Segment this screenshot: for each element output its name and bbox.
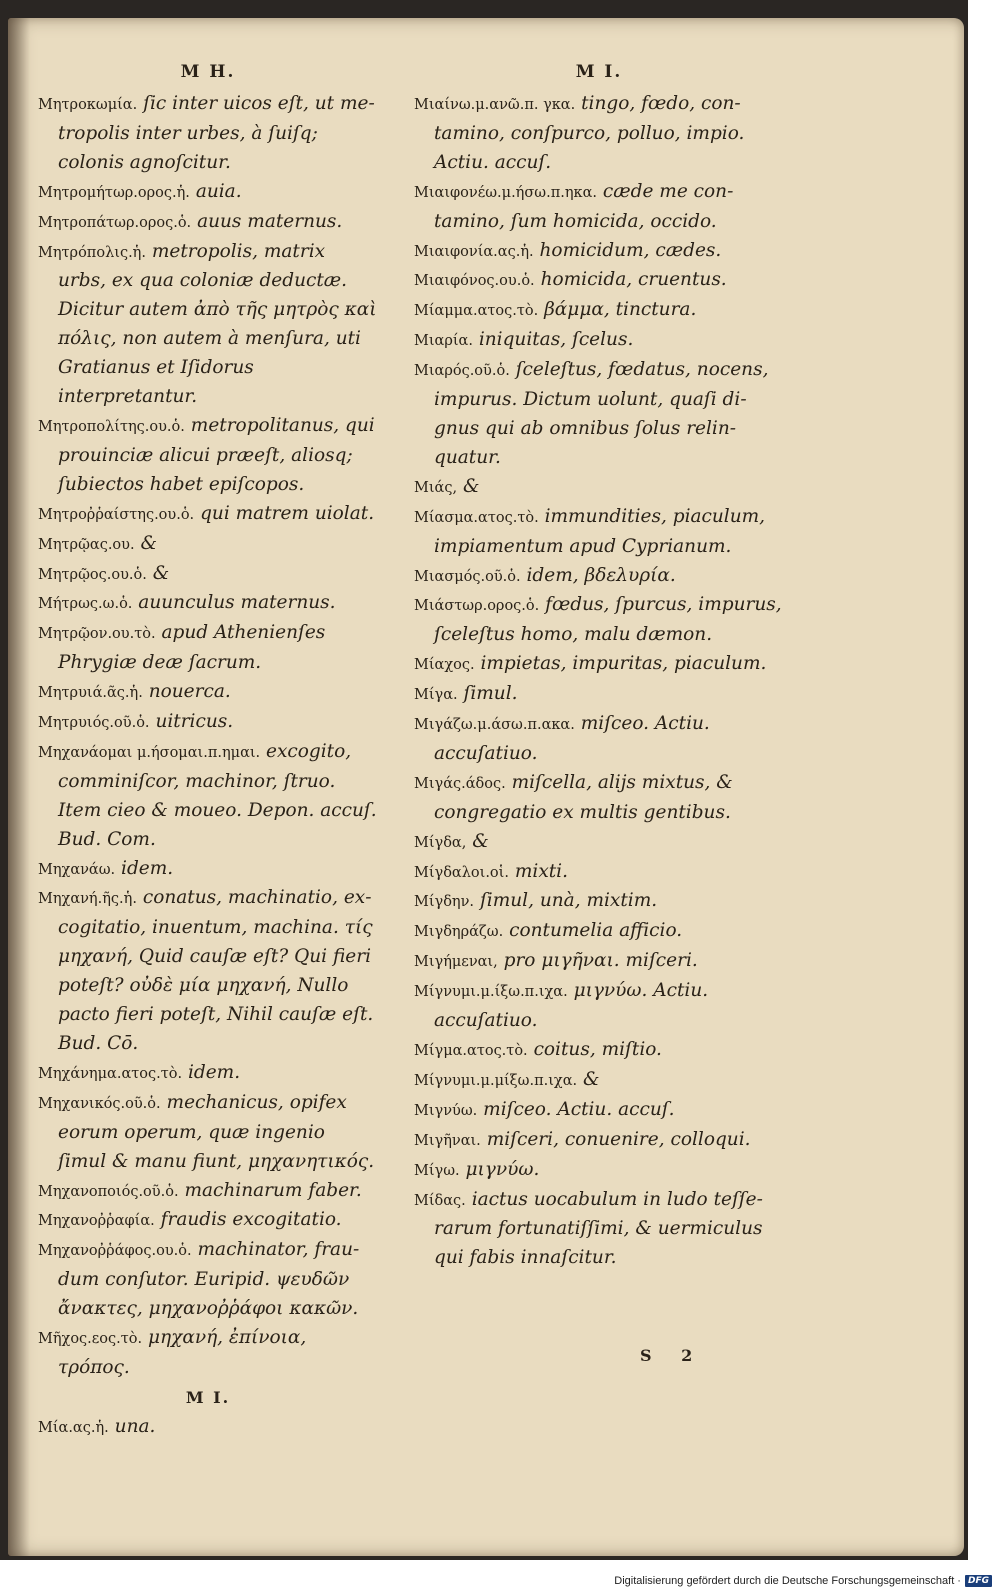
entry-headword: Μιγήμεναι,	[414, 954, 498, 971]
entry-definition: homicida, cruentus.	[540, 269, 727, 291]
entry-headword: Μίγνυμι.μ.ίξω.π.ιχα.	[414, 984, 568, 1001]
entry-headword: Μιγνύω.	[414, 1102, 478, 1119]
entry-headword: Μίγδην.	[414, 894, 475, 911]
dictionary-entry	[414, 977, 784, 1036]
dictionary-entry	[414, 1036, 784, 1066]
dictionary-entry	[38, 238, 378, 412]
entry-definition: metropolis, matrix urbs, ex qua coloniæ deductæ. Dicitur autem ἀπὸ τῆς μητρὸς καὶ πόλις, non autem à menſura, uti Gratianus et Iſidorus interpretantur.	[58, 240, 377, 408]
dictionary-entry	[414, 887, 784, 917]
dictionary-entry	[38, 1236, 378, 1324]
entry-definition: μιγνύω.	[465, 1158, 540, 1180]
entry-headword: Μητροπάτωρ.ορος.ὁ.	[38, 214, 192, 231]
entry-headword: Μία.ας.ἡ.	[38, 1419, 109, 1436]
entry-definition: homicidum, cædes.	[539, 239, 722, 261]
entry-headword: Μίγδα,	[414, 834, 467, 851]
entry-headword: Μιάστωρ.ορος.ὁ.	[414, 598, 540, 615]
entry-definition: pro μιγῆναι. miſceri.	[503, 950, 698, 972]
dictionary-entry	[38, 589, 378, 619]
dictionary-entry	[414, 650, 784, 680]
entry-headword: Μητρυιά.ᾶς.ἡ.	[38, 685, 143, 702]
entry-definition: mechanicus, opifex eorum operum, quæ ingenio ſimul & manu fiunt, μηχανητικός.	[58, 1091, 375, 1172]
entry-headword: Μίαχος.	[414, 657, 475, 674]
entry-headword: Μιαιφονία.ας.ἡ.	[414, 243, 534, 260]
entry-headword: Μητροκωμία.	[38, 97, 138, 113]
entry-definition: &	[140, 532, 157, 554]
entry-definition: contumelia afficio.	[509, 920, 683, 942]
entry-headword: Μιαιφονέω.μ.ήσω.π.ηκα.	[414, 184, 597, 201]
dictionary-entry	[414, 680, 784, 710]
dictionary-entry	[38, 208, 378, 238]
dictionary-entry	[414, 1066, 784, 1096]
dfg-logo: DFG	[965, 1575, 992, 1587]
dictionary-entry	[38, 90, 378, 178]
entry-headword: Μιασμός.οῦ.ὁ.	[414, 568, 521, 585]
entry-headword: Μηχανάομαι μ.ήσομαι.π.ημαι.	[38, 744, 261, 761]
entry-definition: auus maternus.	[197, 210, 343, 232]
entry-headword: Μίαμμα.ατος.τὸ.	[414, 303, 539, 320]
entry-definition: excogito, comminiſcor, machinor, ſtruo. Item cieo & moueo. Depon. accuſ. Bud. Com.	[58, 740, 377, 850]
entry-headword: Μιαίνω.μ.ανῶ.π. γκα.	[414, 97, 576, 113]
dictionary-entry	[38, 560, 378, 590]
entry-headword: Μίγω.	[414, 1162, 460, 1179]
dictionary-entry	[414, 178, 784, 237]
entry-headword: Μητρῷον.ου.τὸ.	[38, 626, 156, 643]
entry-definition: μιγνύω. Actiu. accuſatiuo.	[434, 980, 709, 1032]
entry-definition: nouerca.	[148, 681, 231, 703]
right-column	[414, 62, 784, 1273]
right-running-header: M I.	[575, 62, 623, 82]
entry-definition: &	[152, 562, 170, 584]
entry-headword: Μιγάς.άδος.	[414, 775, 506, 792]
entry-definition: miſceo. Actiu. accuſ.	[483, 1098, 675, 1120]
entry-headword: Μηχανοῤῥάφος.ου.ὁ.	[38, 1243, 192, 1260]
dictionary-entry	[414, 237, 784, 267]
entry-definition: machinator, fraudum conſutor. Euripid. ψευδῶν ἄνακτες, μηχανοῤῥάφοι κακῶν.	[58, 1239, 360, 1320]
dictionary-entry	[414, 858, 784, 888]
dictionary-entry	[38, 678, 378, 708]
entry-definition: ſceleſtus, fœdatus, nocens, impurus. Dictum uolunt, quaſi dignus qui ab omnibus ſolus relinquatur.	[434, 359, 769, 468]
entry-headword: Μιγῆναι.	[414, 1132, 481, 1149]
entry-definition: auunculus maternus.	[138, 592, 336, 614]
entry-definition: idem, βδελυρία.	[526, 564, 676, 586]
left-running-header: M H.	[180, 62, 236, 82]
entry-headword: Μιαρία.	[414, 333, 473, 350]
entry-definition: fœdus, ſpurcus, impurus, ſceleſtus homo, malu dæmon.	[434, 594, 782, 646]
dictionary-entry	[414, 591, 784, 650]
entry-definition: coitus, miſtio.	[533, 1039, 662, 1060]
entry-headword: Μιαρός.οῦ.ὁ.	[414, 363, 510, 380]
section-heading: M I.	[185, 1387, 231, 1407]
dictionary-entry	[38, 738, 378, 855]
dictionary-entry	[414, 710, 784, 769]
dictionary-entry	[414, 828, 784, 858]
dictionary-entry	[38, 708, 378, 738]
spine-shadow	[8, 18, 30, 1556]
entry-definition: idem.	[121, 857, 174, 879]
entry-definition: &	[583, 1068, 600, 1090]
entry-headword: Μιαιφόνος.ου.ὁ.	[414, 273, 535, 290]
dictionary-entry	[38, 1177, 378, 1207]
dictionary-entry	[38, 855, 378, 885]
entry-definition: qui matrem uiolat.	[200, 502, 375, 524]
entry-definition: mixti.	[514, 860, 568, 882]
entry-headword: Μηχανοῤῥαφία.	[38, 1213, 155, 1230]
entry-headword: Μηχάνημα.ατος.τὸ.	[38, 1065, 183, 1082]
entry-headword: Μητρῷος.ου.ὁ.	[38, 566, 147, 583]
entry-headword: Μητρόπολις.ἡ.	[38, 244, 146, 261]
dictionary-entry	[414, 1126, 784, 1156]
dictionary-entry	[414, 356, 784, 473]
dictionary-entry	[38, 619, 378, 678]
entry-headword: Μίγδαλοι.οἱ.	[414, 864, 509, 881]
entry-definition: metropolitanus, qui prouinciæ alicui præeſt, aliosq; ſubiectos habet epiſcopos.	[58, 414, 375, 495]
entry-headword: Μηχανάω.	[38, 861, 116, 878]
dictionary-entry	[38, 530, 378, 560]
entry-definition: miſceri, conuenire, colloqui.	[486, 1128, 751, 1150]
entry-headword: Μηχανοποιός.οῦ.ὁ.	[38, 1183, 179, 1200]
footer	[614, 1575, 992, 1587]
dictionary-entry	[414, 917, 784, 947]
entry-headword: Μητρομήτωρ.ορος.ἡ.	[38, 184, 190, 201]
dictionary-entry	[414, 473, 784, 503]
entry-definition: uitricus.	[155, 711, 234, 733]
entry-definition: ſic inter uicos eſt, ut metropolis inter urbes, à ſuiſq; colonis agnoſcitur.	[58, 93, 375, 173]
entry-definition: miſceo. Actiu. accuſatiuo.	[434, 713, 710, 764]
entry-definition: &	[462, 475, 480, 497]
dictionary-entry	[38, 500, 378, 530]
entry-definition: iniquitas, ſcelus.	[478, 329, 634, 351]
signature-mark: S 2	[640, 1346, 705, 1365]
dictionary-entry	[38, 1059, 378, 1089]
footer-text: Digitalisierung gefördert durch die Deutsche Forschungsgemeinschaft ·	[614, 1575, 961, 1587]
entry-headword: Μητρῷας.ου.	[38, 536, 135, 553]
entry-headword: Μήτρως.ω.ὁ.	[38, 596, 133, 613]
entry-headword: Μιάς,	[414, 479, 458, 496]
dictionary-entry	[414, 90, 784, 178]
entry-headword: Μῆχος.εος.τὸ.	[38, 1331, 143, 1348]
dictionary-entry	[38, 1089, 378, 1177]
dictionary-entry	[38, 1206, 378, 1236]
entry-headword: Μιγάζω.μ.άσω.π.ακα.	[414, 717, 575, 734]
entry-headword: Μητροπολίτης.ου.ὁ.	[38, 418, 185, 435]
entry-definition: auia.	[195, 180, 242, 202]
entry-headword: Μίγα.	[414, 687, 458, 704]
entry-definition: &	[472, 830, 489, 852]
entry-definition: apud Athenienſes Phrygiæ deæ ſacrum.	[58, 622, 326, 674]
dictionary-entry	[38, 884, 378, 1058]
entry-definition: impietas, impuritas, piaculum.	[480, 653, 767, 675]
entry-definition: idem.	[187, 1061, 241, 1083]
dictionary-entry	[38, 1324, 378, 1383]
dictionary-entry	[414, 1156, 784, 1186]
entry-headword: Μητροῤῥαίστης.ου.ὁ.	[38, 506, 195, 523]
dictionary-entry	[38, 1413, 378, 1443]
dictionary-entry	[414, 1096, 784, 1126]
entry-definition: machinarum faber.	[184, 1179, 362, 1201]
dictionary-entry	[414, 947, 784, 977]
entry-definition: immundities, piaculum, impiamentum apud Cyprianum.	[434, 505, 766, 557]
entry-headword: Μηχανικός.οῦ.ὁ.	[38, 1095, 161, 1112]
dictionary-entry	[38, 178, 378, 208]
entry-headword: Μίγνυμι.μ.μίξω.π.ιχα.	[414, 1072, 578, 1089]
dictionary-entry	[414, 562, 784, 592]
dictionary-entry	[414, 326, 784, 356]
entry-definition: conatus, machinatio, excogitatio, inuentum, machina. τίς μηχανή, Quid cauſæ eſt? Qui fieri poteſt? οὐδὲ μία μηχανή, Nullo pacto fieri poteſt, Nihil cauſæ eſt. Bud. Cō.	[58, 887, 374, 1054]
entry-headword: Μητρυιός.οῦ.ὁ.	[38, 715, 150, 732]
entry-headword: Μίγμα.ατος.τὸ.	[414, 1043, 528, 1059]
entry-definition: ſimul, unà, mixtim.	[479, 890, 658, 912]
entry-definition: miſcella, alijs mixtus, & congregatio ex multis gentibus.	[434, 771, 733, 823]
entry-headword: Μίασμα.ατος.τὸ.	[414, 509, 539, 526]
entry-headword: Μηχανή.ῆς.ἡ.	[38, 891, 137, 908]
left-column	[38, 62, 378, 1443]
dictionary-entry	[414, 266, 784, 296]
entry-definition: cæde me contamino, ſum homicida, occido.	[434, 180, 734, 232]
entry-definition: βάμμα, tinctura.	[544, 299, 697, 321]
entry-headword: Μιγδηράζω.	[414, 924, 504, 941]
entry-definition: ſimul.	[463, 683, 518, 705]
entry-definition: μηχανή, ἐπίνοια, τρόπος.	[58, 1327, 307, 1378]
entry-definition: una.	[114, 1415, 156, 1437]
entry-headword: Μίδας.	[414, 1192, 466, 1209]
dictionary-entry	[414, 503, 784, 562]
dictionary-entry	[38, 412, 378, 500]
dictionary-entry	[414, 296, 784, 326]
entry-definition: fraudis excogitatio.	[160, 1209, 342, 1231]
dictionary-entry	[414, 769, 784, 828]
dictionary-entry	[414, 1186, 784, 1274]
entry-definition: tingo, fœdo, contamino, conſpurco, polluo, impio. Actiu. accuſ.	[434, 93, 745, 173]
entry-definition: iactus uocabulum in ludo teſſerarum fortunatiſſimi, & uermiculus qui fabis innaſcitur.	[434, 1188, 763, 1269]
